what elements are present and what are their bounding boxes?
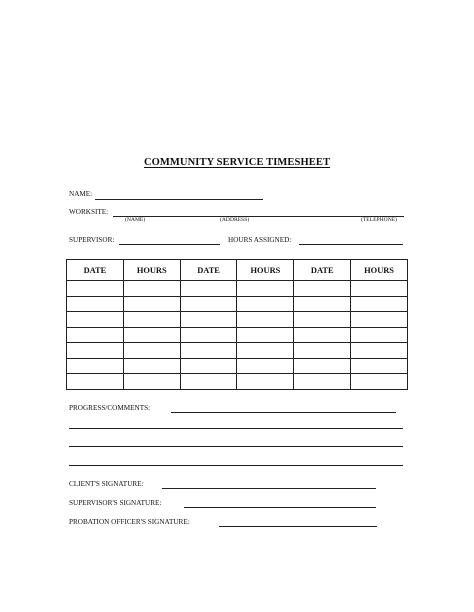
table-row — [67, 343, 408, 359]
table-cell[interactable] — [294, 343, 351, 359]
comments-line[interactable] — [69, 428, 403, 429]
page-title: COMMUNITY SERVICE TIMESHEET — [143, 157, 331, 168]
column-header: HOURS — [351, 260, 408, 281]
table-cell[interactable] — [67, 327, 124, 343]
table-cell[interactable] — [237, 374, 294, 390]
table-cell[interactable] — [123, 374, 180, 390]
hours-assigned-field[interactable] — [299, 244, 403, 245]
column-header: HOURS — [237, 260, 294, 281]
table-cell[interactable] — [351, 343, 408, 359]
table-cell[interactable] — [351, 327, 408, 343]
table-cell[interactable] — [123, 343, 180, 359]
table-cell[interactable] — [123, 281, 180, 297]
supervisor-field[interactable] — [119, 244, 220, 245]
worksite-telephone-caption: (TELEPHONE) — [361, 217, 398, 223]
table-cell[interactable] — [351, 312, 408, 328]
table-cell[interactable] — [294, 281, 351, 297]
table-cell[interactable] — [294, 312, 351, 328]
table-row — [67, 374, 408, 390]
timesheet-table — [66, 259, 408, 390]
table-cell[interactable] — [180, 374, 237, 390]
client-signature-field[interactable] — [162, 488, 376, 489]
table-row — [67, 281, 408, 297]
table-cell[interactable] — [237, 343, 294, 359]
table-cell[interactable] — [351, 281, 408, 297]
table-cell[interactable] — [67, 358, 124, 374]
table-cell[interactable] — [123, 296, 180, 312]
table-cell[interactable] — [294, 296, 351, 312]
hours-assigned-label: HOURS ASSIGNED: — [228, 236, 292, 244]
table-cell[interactable] — [237, 358, 294, 374]
column-header: DATE — [294, 260, 351, 281]
supervisor-signature-field[interactable] — [184, 507, 376, 508]
table-row — [67, 312, 408, 328]
table-cell[interactable] — [180, 312, 237, 328]
worksite-label: WORKSITE: — [69, 208, 109, 216]
table-row — [67, 296, 408, 312]
column-header: HOURS — [123, 260, 180, 281]
table-cell[interactable] — [123, 327, 180, 343]
name-field[interactable] — [95, 199, 263, 200]
table-cell[interactable] — [67, 343, 124, 359]
table-cell[interactable] — [180, 327, 237, 343]
table-cell[interactable] — [294, 374, 351, 390]
table-header-row — [67, 260, 408, 281]
table-cell[interactable] — [180, 358, 237, 374]
comments-line[interactable] — [69, 465, 403, 466]
worksite-address-caption: (ADDRESS) — [220, 217, 250, 223]
supervisor-label: SUPERVISOR: — [69, 236, 115, 244]
probation-officer-signature-label: PROBATION OFFICER'S SIGNATURE: — [69, 518, 190, 526]
table-cell[interactable] — [351, 296, 408, 312]
table-cell[interactable] — [123, 312, 180, 328]
table-cell[interactable] — [180, 343, 237, 359]
table-cell[interactable] — [294, 358, 351, 374]
table-cell[interactable] — [237, 327, 294, 343]
table-cell[interactable] — [67, 374, 124, 390]
probation-officer-signature-field[interactable] — [219, 526, 377, 527]
table-cell[interactable] — [123, 358, 180, 374]
progress-comments-field[interactable] — [171, 412, 396, 413]
supervisor-signature-label: SUPERVISOR'S SIGNATURE: — [69, 499, 162, 507]
client-signature-label: CLIENT'S SIGNATURE: — [69, 480, 144, 488]
table-cell[interactable] — [180, 281, 237, 297]
table-cell[interactable] — [237, 296, 294, 312]
table-cell[interactable] — [237, 312, 294, 328]
table-cell[interactable] — [351, 374, 408, 390]
worksite-name-caption: (NAME) — [125, 217, 146, 223]
table-cell[interactable] — [294, 327, 351, 343]
comments-line[interactable] — [69, 446, 403, 447]
table-cell[interactable] — [67, 312, 124, 328]
table-cell[interactable] — [237, 281, 294, 297]
column-header: DATE — [67, 260, 124, 281]
table-row — [67, 358, 408, 374]
table-cell[interactable] — [67, 281, 124, 297]
column-header: DATE — [180, 260, 237, 281]
table-cell[interactable] — [67, 296, 124, 312]
progress-comments-label: PROGRESS/COMMENTS: — [69, 404, 151, 412]
table-cell[interactable] — [180, 296, 237, 312]
table-row — [67, 327, 408, 343]
table-cell[interactable] — [351, 358, 408, 374]
name-label: NAME: — [69, 190, 93, 198]
